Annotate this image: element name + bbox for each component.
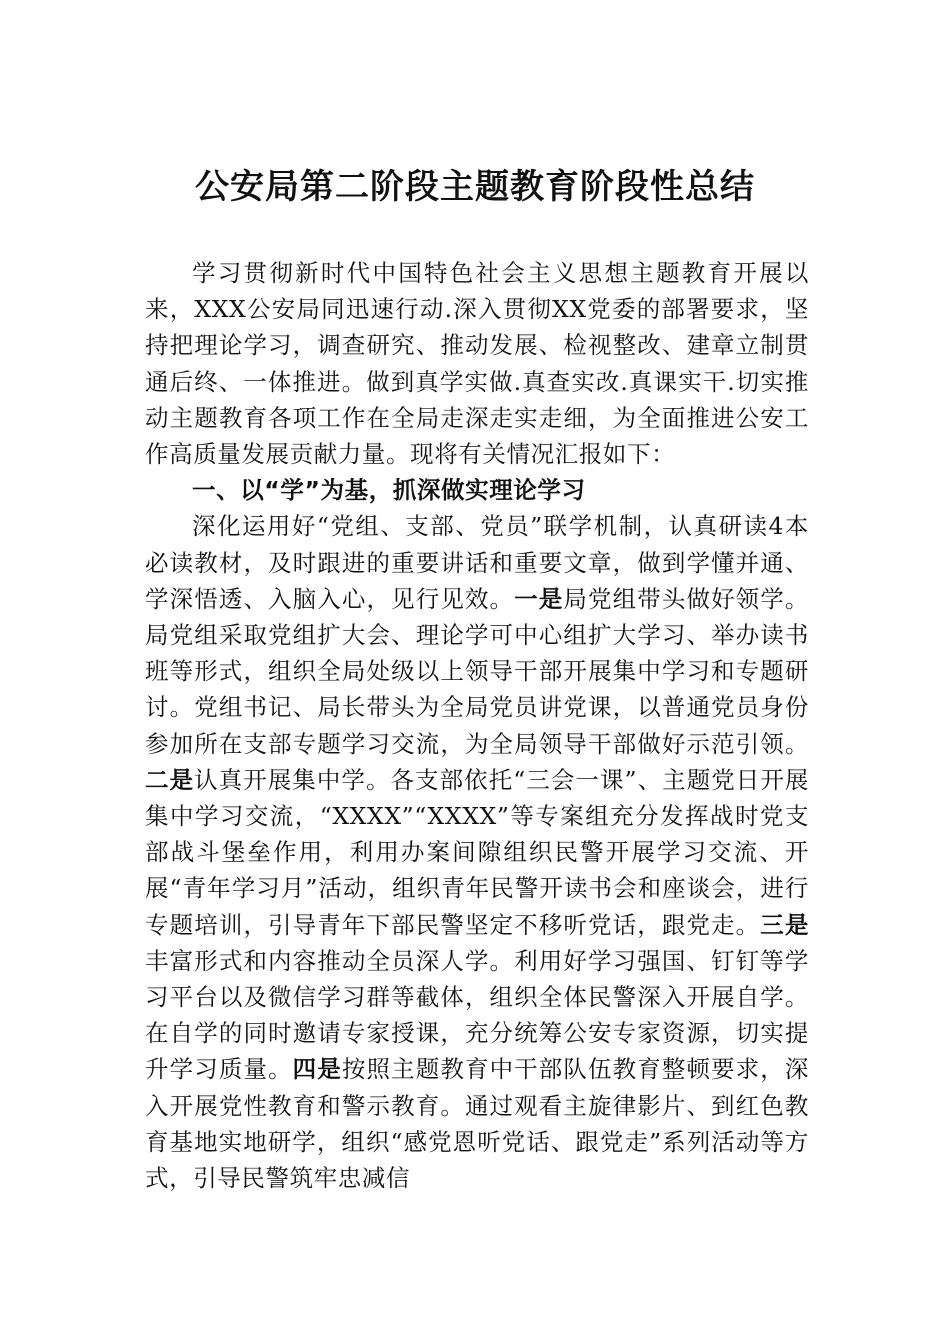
paragraph-text-2: 认真开展集中学。各支部依托“三会一课”、主题党日开展集中学习交流，“XXXX”“XXXX”等专案组充分发挥战时党支部战斗堡垒作用，利用办案间隙组织民警开展学习交流、开展“青年学习月”活动，组织青年民警开读书会和座谈会，进行专题培训，引导青年下部民警坚定不移听党话，跟党走。 — [145, 765, 809, 939]
intro-paragraph: 学习贯彻新时代中国特色社会主义思想主题教育开展以来，XXX公安局同迅速行动.深入贯彻XX党委的部署要求，坚持把理论学习，调查研究、推动发展、检视整改、建章立制贯通后终、一体推进。做到真学实做.真查实改.真课实干.切实推动主题教育各项工作在全局走深走实走细，为全面推进公安工作高质量发展贡献力量。现将有关情况汇报如下： — [145, 259, 809, 469]
paragraph-text-4: 按照主题教育中干部队伍教育整顿要求，深入开展党性教育和警示教育。通过观看主旋律影片、到红色教育基地实地研学，组织“感党恩听党话、跟党走”系列活动等方式，引导民警筑牢忠减信 — [145, 1055, 810, 1193]
section-paragraph — [145, 508, 809, 1196]
lead-marker-2: 二是 — [145, 765, 195, 794]
document-body — [145, 255, 809, 1196]
document-title: 公安局第二阶段主题教育阶段性总结 — [195, 167, 755, 207]
lead-marker-1: 一是 — [514, 584, 564, 613]
paragraph-intro-text: 深化运用好“党组、支部、党员”联学机制，认真研读4本必读教材，及时跟进的重要讲话和重要文章，做到学懂并通、学深悟透、入脑入心，见行见效。 — [145, 512, 809, 613]
section-heading: 一、以“学”为基，抓深做实理论学习 — [192, 476, 586, 505]
lead-marker-3: 三是 — [760, 910, 810, 939]
lead-marker-4: 四是 — [292, 1055, 342, 1084]
paragraph-text-3: 丰富形式和内容推动全员深人学。利用好学习强国、钉钉等学习平台以及微信学习群等截体，组织全体民警深入开展自学。在自学的同时邀请专家授课，充分统筹公安专家资源，切实提升学习质量。 — [145, 946, 809, 1084]
paragraph-text-1: 局党组带头做好领学。局党组采取党组扩大会、理论学可中心组扩大学习、举办读书班等形式，组织全局处级以上领导干部开展集中学习和专题研讨。党组书记、局长带头为全局党员讲党课，以普通党员身份参加所在支部专题学习交流，为全局领导干部做好示范引领。 — [145, 584, 810, 758]
